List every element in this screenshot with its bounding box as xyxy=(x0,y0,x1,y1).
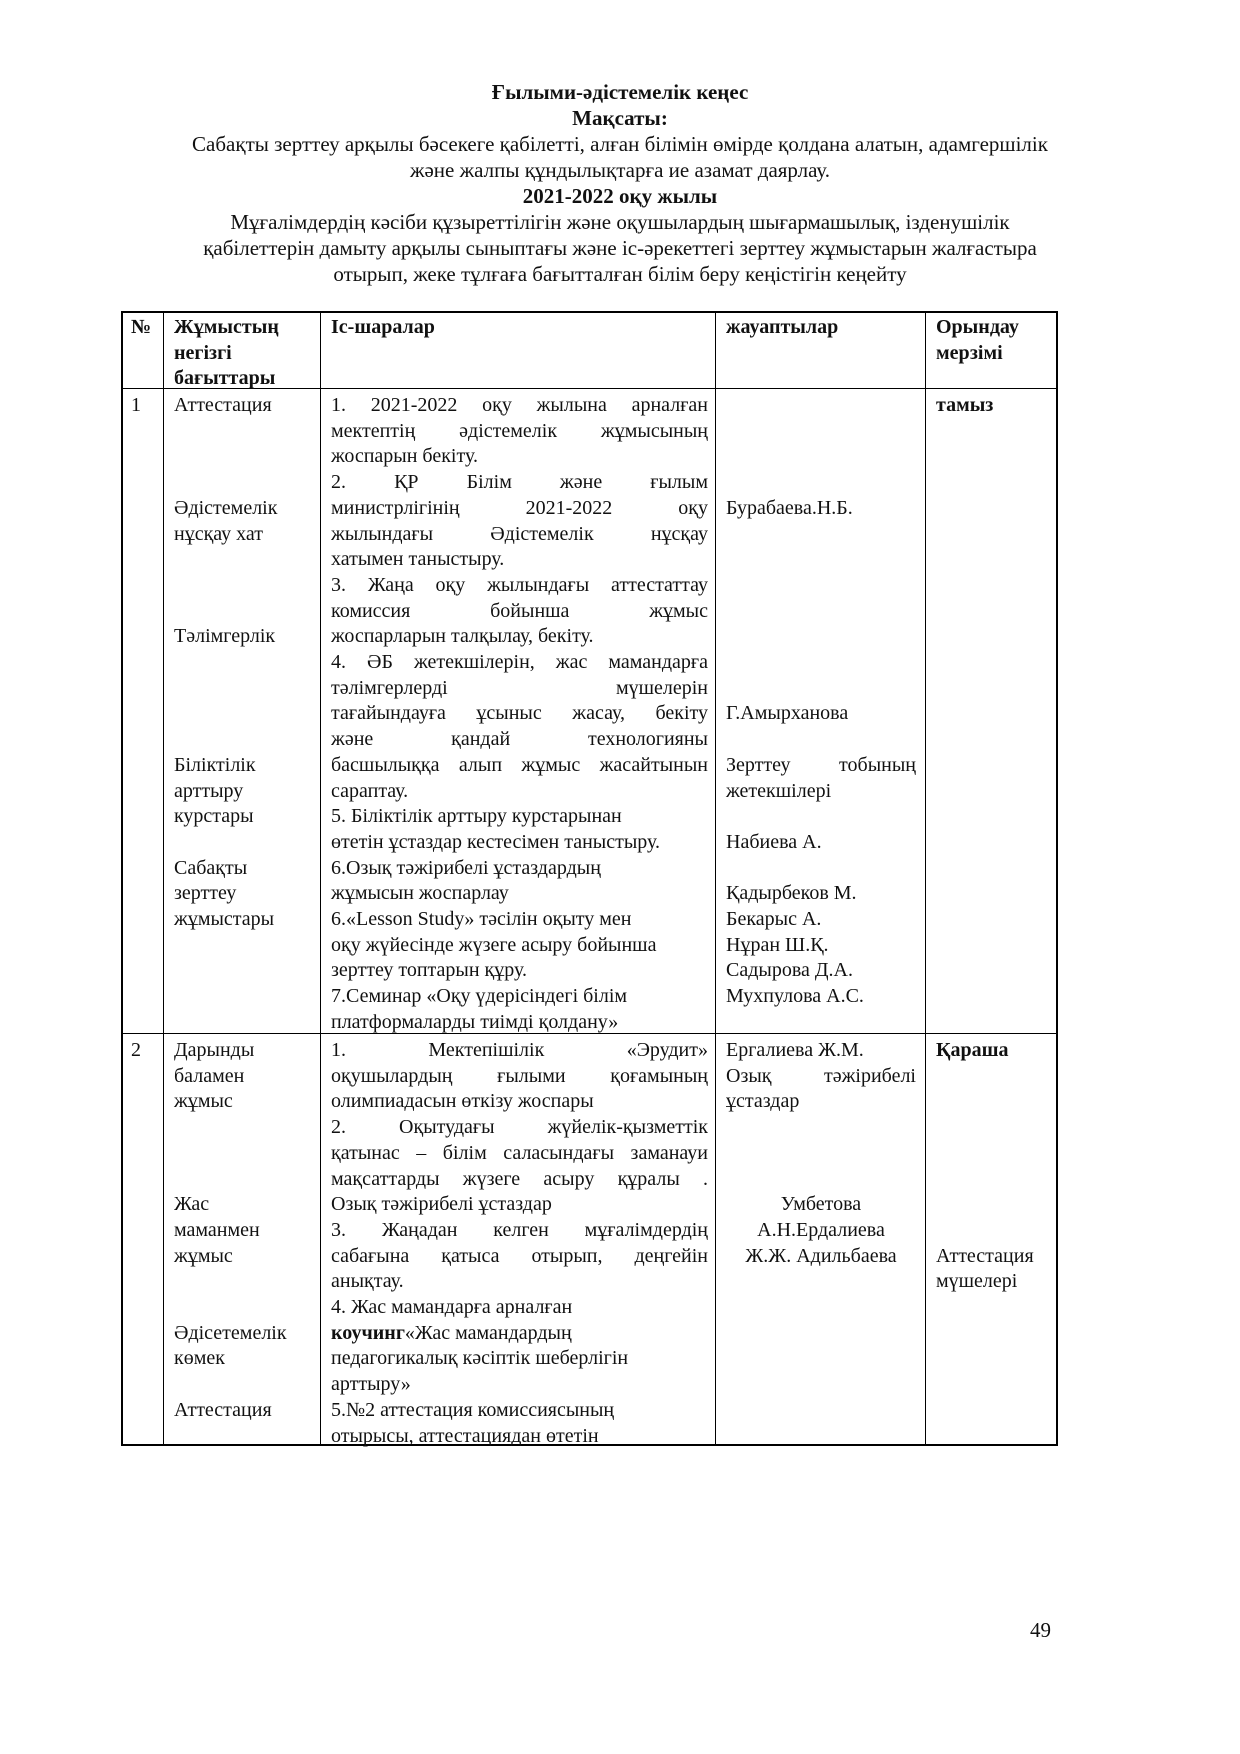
direction-label: жұмыстары xyxy=(174,908,275,930)
page-title xyxy=(120,80,1120,106)
col-header-deadline xyxy=(936,315,1056,366)
deadline-text: Қараша xyxy=(936,1039,1009,1061)
activity-line: комиссия бойынша жұмыс xyxy=(331,599,708,622)
col-header-directions xyxy=(174,315,314,392)
title-text: Ғылыми-әдістемелік кеңес xyxy=(491,80,749,104)
table-row xyxy=(123,1036,1056,1446)
direction-label: Әдісетемелік xyxy=(174,1321,287,1344)
responsible-person: Мухпулова А.С. xyxy=(726,985,864,1008)
academic-year xyxy=(120,184,1120,210)
activity-line: 7.Семинар «Оқу үдерісіндегі білім xyxy=(331,985,628,1008)
col-header-directions-line: Жұмыстың xyxy=(174,316,279,338)
responsible-person: Набиева А. xyxy=(726,830,822,853)
deadline-text: мүшелері xyxy=(936,1270,1018,1293)
activity-line: жұмысын жоспарлау xyxy=(331,882,509,905)
responsible-person: Г.Амырханова xyxy=(726,702,849,725)
activity-line-text: «Жас мамандардың xyxy=(404,1321,572,1344)
activity-line: министрлігінің 2021-2022 оқу xyxy=(331,496,708,519)
col-header-directions-line: негізгі xyxy=(174,341,232,364)
direction-label: Аттестация xyxy=(174,1398,272,1421)
responsible-person: А.Н.Ердалиева xyxy=(757,1218,885,1241)
activity-line: зерттеу топтарын құру. xyxy=(331,959,528,982)
work-plan-table xyxy=(121,311,1058,1446)
direction-label: курстары xyxy=(174,805,254,828)
activity-line: олимпиадасын өткізу жоспары xyxy=(331,1090,594,1113)
activity-line: Озық тәжірибелі ұстаздар xyxy=(331,1193,552,1216)
activity-line: оқушылардың ғылыми қоғамының xyxy=(331,1064,708,1087)
activity-line: сабағына қатыса отырып, деңгейін xyxy=(331,1244,708,1267)
activity-line: жылындағы Әдістемелік нұсқау xyxy=(331,522,708,545)
activity-line: мектептің әдістемелік жұмысының xyxy=(331,419,708,442)
activity-line: 5.№2 аттестация комиссиясының xyxy=(331,1398,615,1421)
responsible-person: Садырова Д.А. xyxy=(726,959,853,982)
responsible-person: Бурабаева.Н.Б. xyxy=(726,496,853,519)
activity-line: платформаларды тиімді қолдану» xyxy=(331,1010,619,1033)
col-header-deadline-line: Орындау xyxy=(936,316,1019,338)
col-header-num xyxy=(131,315,161,341)
activity-line: арттыру» xyxy=(331,1373,411,1396)
activity-line: отырысы, аттестациядан өтетін xyxy=(331,1424,599,1447)
col-header-deadline-line: мерзімі xyxy=(936,341,1003,364)
activity-line: жоспарын бекіту. xyxy=(331,445,478,468)
theme-line-3: отырып, жеке тұлғаға бағытталған білім беру кеңістігін кеңейту xyxy=(333,262,907,286)
responsible-person: Бекарыс А. xyxy=(726,908,822,930)
activity-line: басшылыққа алып жұмыс жасайтынын xyxy=(331,753,708,776)
table-row xyxy=(123,391,1056,1033)
activity-line: педагогикалық кәсіптік шеберлігін xyxy=(331,1347,629,1370)
direction-label: жұмыс xyxy=(174,1244,233,1267)
col-header-activities-text: Іс-шаралар xyxy=(331,316,435,338)
activity-line: және қандай технологияны xyxy=(331,728,708,751)
direction-label: арттыру xyxy=(174,779,244,802)
direction-label: жұмыс xyxy=(174,1090,233,1113)
responsible-person: ұстаздар xyxy=(726,1090,800,1113)
responsible-person: Нұран Ш.Қ. xyxy=(726,933,829,956)
responsible-person: Озық тәжірибелі xyxy=(726,1064,916,1087)
deadline-text: тамыз xyxy=(936,394,994,416)
activity-line: өтетін ұстаздар кестесімен таныстыру. xyxy=(331,830,660,853)
goal-line-1: Сабақты зерттеу арқылы бәсекеге қабілетті, алған білімін өмірде қолдана алатын, адамгершілік xyxy=(192,132,1048,156)
direction-label: нұсқау хат xyxy=(174,522,263,545)
activity-line: 3. Жаңадан келген мұғалімдердің xyxy=(331,1218,708,1241)
activity-line: жоспарларын талқылау, бекіту. xyxy=(331,625,594,648)
direction-label: Тәлімгерлік xyxy=(174,625,276,648)
activity-line: оқу жүйесінде жүзеге асыру бойынша xyxy=(331,933,657,956)
activity-line: 5. Біліктілік арттыру курстарынан xyxy=(331,805,622,828)
responsible-person: Ергалиева Ж.М. xyxy=(726,1039,864,1061)
activity-line: 2. Оқытудағы жүйелік-қызметтік xyxy=(331,1116,708,1139)
goal-label xyxy=(120,106,1120,132)
responsible-person: жетекшілері xyxy=(726,779,832,802)
activity-line xyxy=(331,1321,708,1347)
activity-line: сараптау. xyxy=(331,779,409,802)
row-number-text: 2 xyxy=(131,1039,141,1061)
activity-line: тағайындауға ұсыныс жасау, бекіту xyxy=(331,702,708,725)
goal-label-text: Мақсаты: xyxy=(572,106,668,130)
direction-label: көмек xyxy=(174,1347,225,1370)
direction-label: Сабақты xyxy=(174,856,248,879)
col-header-directions-line: бағыттары xyxy=(174,367,276,390)
responsible-person: Қадырбеков М. xyxy=(726,882,857,905)
deadline-text: Аттестация xyxy=(936,1244,1034,1267)
col-header-responsible xyxy=(726,315,916,341)
activity-line: 2. ҚР Білім және ғылым xyxy=(331,471,708,494)
row-number-text: 1 xyxy=(131,394,141,416)
activity-line: 3. Жаңа оқу жылындағы аттестаттау xyxy=(331,573,708,596)
page-number: 49 xyxy=(1030,1618,1051,1642)
activity-line: қатынас – білім саласындағы заманауи xyxy=(331,1141,708,1164)
activity-line: 1. Мектепішілік «Эрудит» xyxy=(331,1039,708,1061)
col-header-num-text: № xyxy=(131,316,152,338)
col-header-activities xyxy=(331,315,711,341)
responsible-person: Ж.Ж. Адильбаева xyxy=(745,1244,897,1267)
direction-label: маманмен xyxy=(174,1218,260,1241)
activity-line: тәлімгерлерді мүшелерін xyxy=(331,676,708,699)
responsible-person: Зерттеу тобының xyxy=(726,753,916,776)
theme-line-1: Мұғалімдердің кәсіби құзыреттілігін және оқушылардың шығармашылық, ізденушілік xyxy=(230,210,1010,234)
direction-label: Жас xyxy=(174,1193,210,1216)
theme-line-2: қабілеттерін дамыту арқылы сыныптағы және іс-әрекеттегі зерттеу жұмыстарын жалғастыра xyxy=(203,236,1037,260)
direction-label: Біліктілік xyxy=(174,753,256,776)
academic-year-text: 2021-2022 оқу жылы xyxy=(522,184,718,208)
responsible-person: Умбетова xyxy=(780,1193,862,1216)
goal-line-2: және жалпы құндылықтарға ие азамат даярлау. xyxy=(409,158,831,182)
activity-bold-prefix: коучинг xyxy=(331,1321,405,1344)
activity-line: 4. Жас мамандарға арналған xyxy=(331,1296,573,1318)
activity-line: 1. 2021-2022 оқу жылына арналған xyxy=(331,394,708,416)
activity-line: 6.«Lesson Study» тәсілін оқыту мен xyxy=(331,908,632,930)
activity-line: анықтау. xyxy=(331,1270,404,1293)
direction-label: баламен xyxy=(174,1064,245,1087)
col-header-responsible-text: жауаптылар xyxy=(726,316,839,338)
direction-label: Әдістемелік xyxy=(174,496,278,519)
activity-line: хатымен таныстыру. xyxy=(331,548,505,571)
activity-line: 6.Озық тәжірибелі ұстаздардың xyxy=(331,856,601,879)
direction-label: зерттеу xyxy=(174,882,237,905)
activity-line: мақсаттарды жүзеге асыру құралы . xyxy=(331,1167,708,1190)
activity-line: 4. ӘБ жетекшілерін, жас мамандарға xyxy=(331,651,708,673)
direction-label: Аттестация xyxy=(174,394,272,416)
direction-label: Дарынды xyxy=(174,1039,255,1061)
